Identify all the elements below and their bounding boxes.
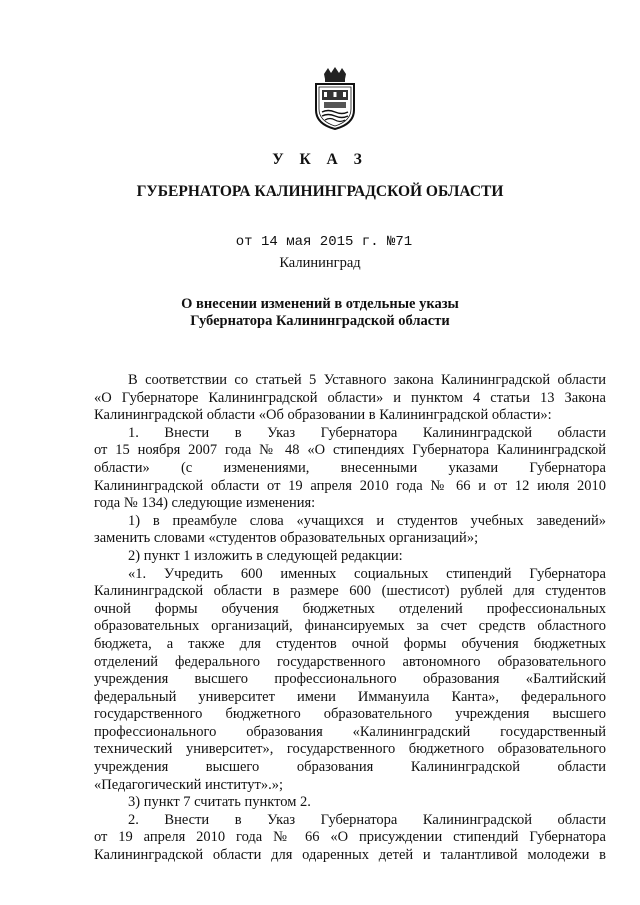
body-line: государственного бюджетного образовательного учреждения высшего [94, 706, 606, 723]
city-name: Калининград [279, 255, 361, 271]
body-line: области» (с изменениями, внесенными указами Губернатора [94, 459, 606, 476]
body-line: Калининградской области для одаренных детей и талантливой молодежи в [94, 847, 606, 864]
body-line: Калининградской области в размере 600 (шестисот) рублей для студентов [94, 583, 606, 600]
body-line: «О Губернаторе Калининградской области» и пунктом 4 статьи 13 Закона [94, 389, 606, 406]
body-line: «1. Учредить 600 именных социальных стипендий Губернатора [128, 565, 606, 582]
body-line: заменить словами «студентов образовательных организаций»; [94, 530, 479, 547]
body-line: года № 134) следующие изменения: [94, 495, 316, 512]
subject-line: О внесении изменений в отдельные указы [181, 296, 459, 312]
subject-line: Губернатора Калининградской области [190, 313, 450, 329]
document-body [94, 372, 606, 865]
body-line: «Педагогический институт».»; [94, 776, 283, 793]
body-line: учреждения высшего образования Калининградской области [94, 759, 606, 776]
body-line: федеральный университет имени Иммануила Канта», федерального [94, 688, 606, 705]
body-line: бюджета, а также для студентов очной формы обучения бюджетных [94, 635, 606, 652]
body-line: 3) пункт 7 считать пунктом 2. [128, 794, 311, 811]
kaliningrad-coat-of-arms-icon [312, 66, 358, 130]
body-line: образовательных организаций, финансируемых за счет средств областного [94, 618, 606, 635]
body-line: В соответствии со статьей 5 Уставного закона Калининградской области [128, 372, 606, 388]
body-line: 2. Внести в Указ Губернатора Калининградской области [128, 811, 606, 828]
body-line: 2) пункт 1 изложить в следующей редакции: [128, 547, 403, 564]
body-line: от 19 апреля 2010 года № 66 «О присуждении стипендий Губернатора [94, 829, 606, 846]
body-line: 1) в преамбуле слова «учащихся и студентов учебных заведений» [128, 512, 606, 529]
body-line: отделений федерального государственного автономного образовательного [94, 653, 606, 670]
body-line: технический университет», государственного бюджетного образовательного [94, 741, 606, 758]
body-line: Калининградской области «Об образовании в Калининградской области»: [94, 407, 552, 424]
document-type-title: У К А З [272, 151, 368, 168]
body-line: от 15 ноября 2007 года № 48 «О стипендиях Губернатора Калининградской [94, 442, 606, 459]
body-line: 1. Внести в Указ Губернатора Калининградской области [128, 424, 606, 441]
body-line: профессионального образования «Калининградский государственный [94, 723, 606, 740]
issuer-title: ГУБЕРНАТОРА КАЛИНИНГРАДСКОЙ ОБЛАСТИ [136, 183, 504, 200]
body-line: Калининградской области от 19 апреля 2010 года № 66 и от 12 июля 2010 [94, 477, 606, 494]
document-subject [0, 296, 640, 330]
body-line: очной формы обучения бюджетных отделений профессиональных [94, 600, 606, 617]
body-line: учреждения высшего профессионального образования «Балтийский [94, 671, 606, 688]
date-number-line: от 14 мая 2015 г. №71 [235, 234, 413, 250]
